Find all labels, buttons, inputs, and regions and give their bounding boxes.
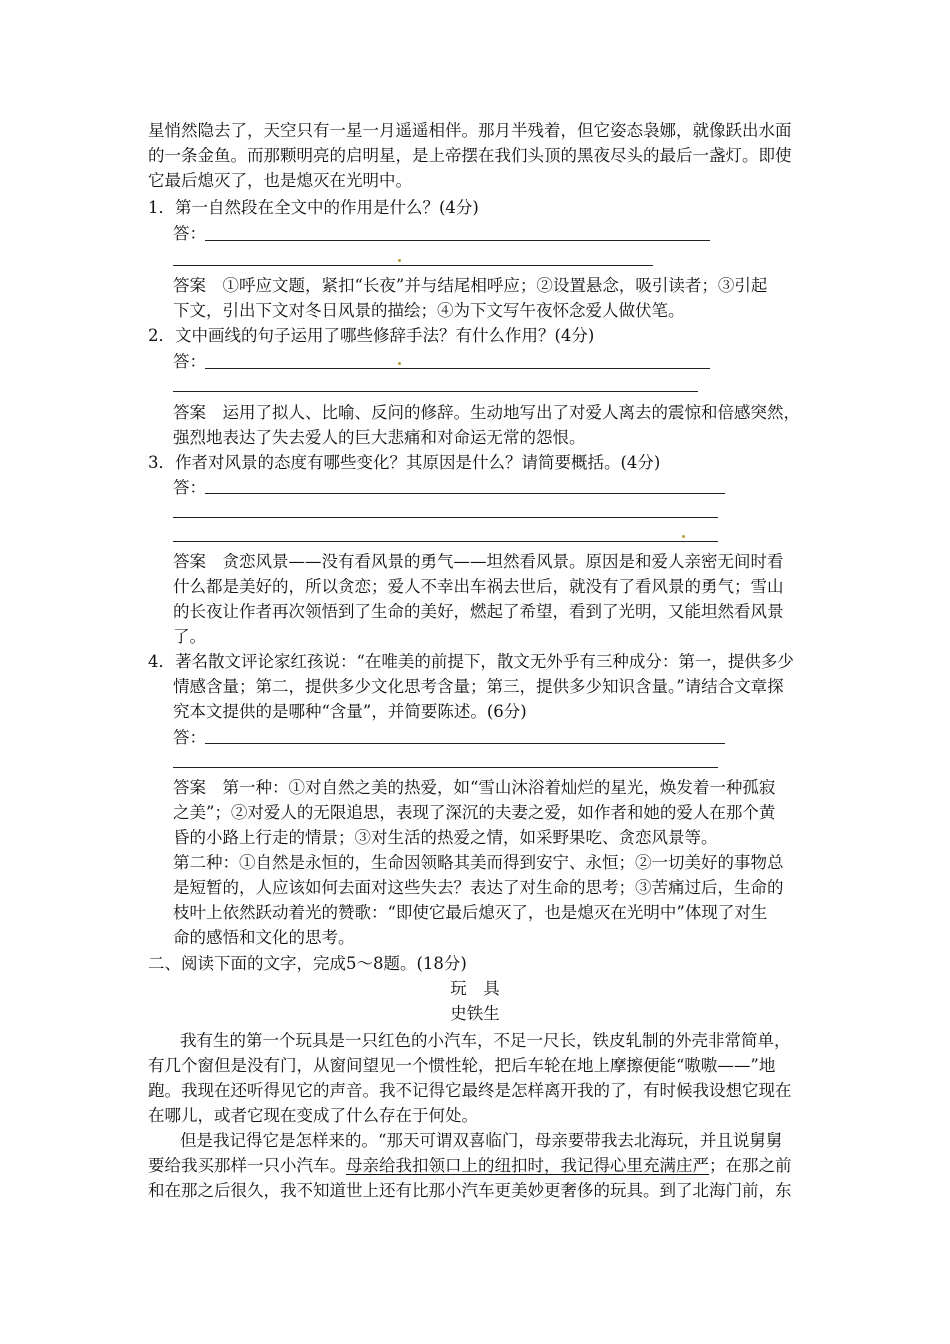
article-author: 史铁生 xyxy=(450,1004,500,1023)
stray-dot xyxy=(398,362,401,365)
answer-3-line: 答案 贪恋风景——没有看风景的勇气——坦然看风景。原因是和爱人亲密无间时看 xyxy=(173,552,784,571)
section-heading: 二、阅读下面的文字，完成5～8题。(18分) xyxy=(148,954,467,973)
article-line: 但是我记得它是怎样来的。“那天可谓双喜临门，母亲要带我去北海玩，并且说舅舅 xyxy=(180,1131,783,1150)
article-line: 在哪儿，或者它现在变成了什么存在于何处。 xyxy=(148,1106,478,1125)
article-line: 跑。我现在还听得见它的声音。我不记得它最终是怎样离开我的了，有时候我设想它现在 xyxy=(148,1081,792,1100)
article-title: 玩 具 xyxy=(450,979,500,998)
answer-label: 答： xyxy=(173,352,206,371)
answer-3-line: 了。 xyxy=(173,627,206,646)
article-line: 有几个窗但是没有门，从窗间望见一个惯性轮，把后车轮在地上摩擦便能“嗷嗷——”地 xyxy=(148,1056,776,1075)
article-line xyxy=(148,1153,792,1178)
question-4-line: 情感含量；第二，提供多少文化思考含量；第三，提供多少知识含量。”请结合文章探 xyxy=(173,677,784,696)
answer-blank-line[interactable] xyxy=(205,240,710,241)
article-text: 要给我买那样一只小汽车。 xyxy=(148,1156,346,1175)
answer-4-line: 答案 第一种：①对自然之美的热爱，如“雪山沐浴着灿烂的星光，焕发着一种孤寂 xyxy=(173,778,776,797)
article-line: 和在那之后很久，我不知道世上还有比那小汽车更美妙更奢侈的玩具。到了北海门前，东 xyxy=(148,1181,792,1200)
answer-blank-line[interactable] xyxy=(173,265,653,266)
passage-line: 它最后熄灭了，也是熄灭在光明中。 xyxy=(148,171,412,190)
answer-label: 答： xyxy=(173,224,206,243)
question-3: 3．作者对风景的态度有哪些变化？其原因是什么？请简要概括。(4分) xyxy=(148,453,661,472)
answer-4-line: 枝叶上依然跃动着光的赞歌：“即使它最后熄灭了，也是熄灭在光明中”体现了对生 xyxy=(173,903,768,922)
answer-2-line: 答案 运用了拟人、比喻、反问的修辞。生动地写出了对爱人离去的震惊和倍感突然， xyxy=(173,403,800,422)
answer-label: 答： xyxy=(173,728,206,747)
passage-line: 的一条金鱼。而那颗明亮的启明星，是上帝摆在我们头顶的黑夜尽头的最后一盏灯。即使 xyxy=(148,146,792,165)
answer-blank-line[interactable] xyxy=(173,517,718,518)
answer-label: 答： xyxy=(173,478,206,497)
stray-dot xyxy=(682,535,685,538)
article-line: 我有生的第一个玩具是一只红色的小汽车，不足一尺长，铁皮轧制的外壳非常简单， xyxy=(180,1031,791,1050)
answer-blank-line[interactable] xyxy=(205,368,710,369)
answer-4-line: 是短暂的，人应该如何去面对这些失去？表达了对生命的思考；③苦痛过后，生命的 xyxy=(173,878,784,897)
underlined-sentence: 母亲给我扣领口上的纽扣时，我记得心里充满庄严 xyxy=(346,1156,709,1175)
answer-1-line: 答案 ①呼应文题，紧扣“长夜”并与结尾相呼应；②设置悬念，吸引读者；③引起 xyxy=(173,276,768,295)
answer-blank-line[interactable] xyxy=(205,493,725,494)
answer-blank-line[interactable] xyxy=(173,541,718,542)
answer-4-line: 命的感悟和文化的思考。 xyxy=(173,928,355,947)
question-4-line: 究本文提供的是哪种“含量”，并简要陈述。(6分) xyxy=(173,702,527,721)
passage-line: 星悄然隐去了，天空只有一星一月遥遥相伴。那月半残着，但它姿态袅娜，就像跃出水面 xyxy=(148,121,792,140)
answer-3-line: 的长夜让作者再次领悟到了生命的美好，燃起了希望，看到了光明，又能坦然看风景 xyxy=(173,602,784,621)
question-4: 4．著名散文评论家红孩说：“在唯美的前提下，散文无外乎有三种成分：第一，提供多少 xyxy=(148,652,794,671)
question-1: 1．第一自然段在全文中的作用是什么？(4分) xyxy=(148,198,479,217)
answer-blank-line[interactable] xyxy=(205,743,725,744)
answer-4-line: 第二种：①自然是永恒的，生命因领略其美而得到安宁、永恒；②一切美好的事物总 xyxy=(173,853,784,872)
answer-blank-line[interactable] xyxy=(173,767,718,768)
answer-2-line: 强烈地表达了失去爱人的巨大悲痛和对命运无常的怨恨。 xyxy=(173,428,586,447)
article-text: ；在那之前 xyxy=(709,1156,792,1175)
answer-1-line: 下文，引出下文对冬日风景的描绘；④为下文写午夜怀念爱人做伏笔。 xyxy=(173,301,685,320)
answer-3-line: 什么都是美好的，所以贪恋；爱人不幸出车祸去世后，就没有了看风景的勇气；雪山 xyxy=(173,577,784,596)
answer-4-line: 昏的小路上行走的情景；③对生活的热爱之情，如采野果吃、贪恋风景等。 xyxy=(173,828,718,847)
answer-4-line: 之美”；②对爱人的无限追思，表现了深沉的夫妻之爱，如作者和她的爱人在那个黄 xyxy=(173,803,776,822)
answer-blank-line[interactable] xyxy=(173,391,698,392)
question-2: 2．文中画线的句子运用了哪些修辞手法？有什么作用？(4分) xyxy=(148,326,595,345)
stray-dot xyxy=(398,259,401,262)
